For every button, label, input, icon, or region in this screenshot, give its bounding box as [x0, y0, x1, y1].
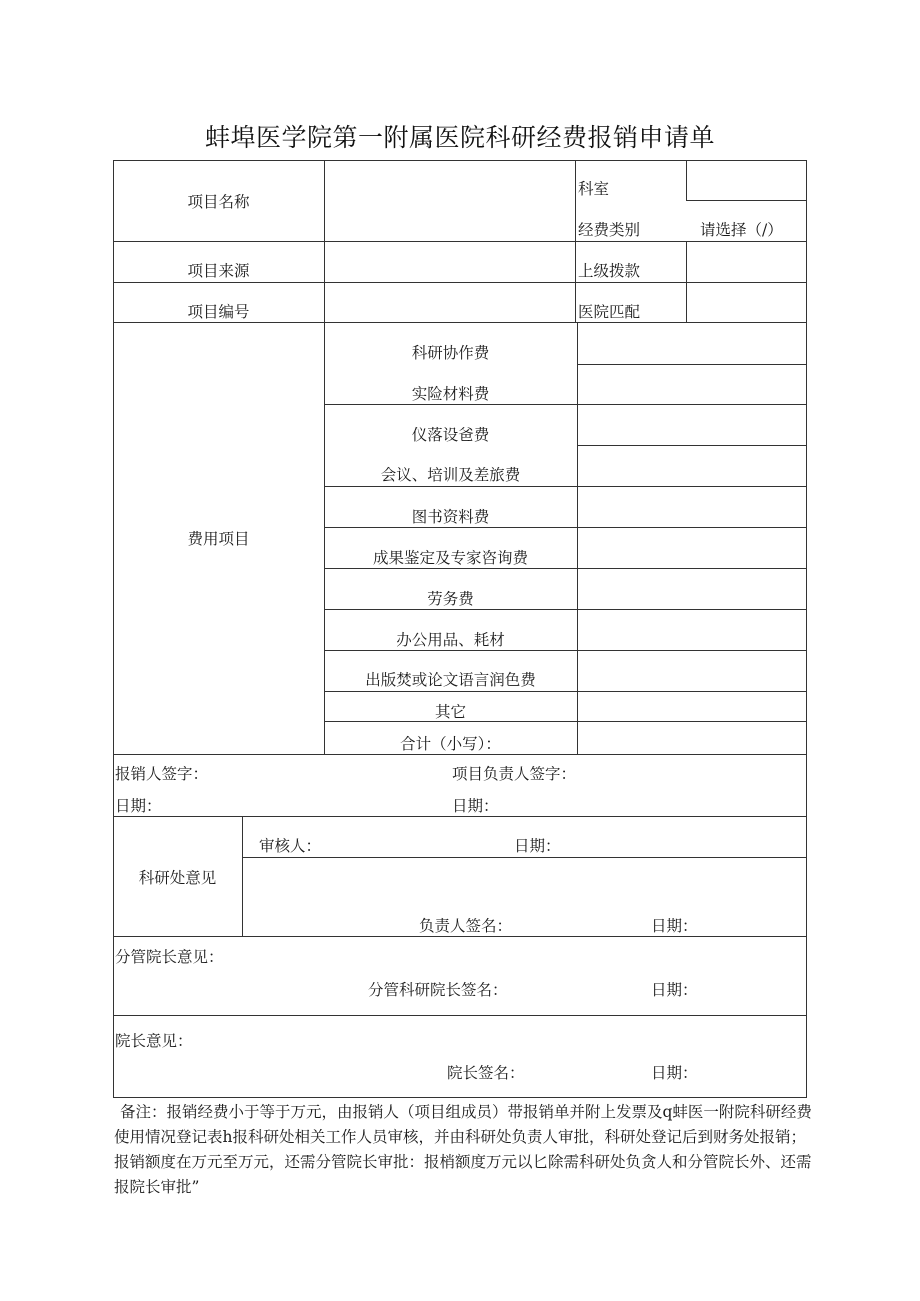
table-border-top	[113, 160, 807, 161]
grid-line	[113, 936, 807, 937]
table-border-left	[113, 160, 114, 1098]
review-date-label: 日期：	[514, 837, 561, 855]
expense-item: 仪落设爸费	[411, 426, 490, 444]
grid-line	[113, 282, 807, 283]
grid-line	[577, 364, 806, 365]
grid-line	[324, 568, 806, 569]
fund-type-label: 经费类别	[578, 221, 641, 239]
president-signature-label: 院长签名：	[447, 1064, 525, 1082]
expense-item: 办公用品、耗材	[396, 631, 505, 649]
grid-line	[577, 445, 806, 446]
grid-line	[686, 160, 687, 201]
expense-item: 科研协作费	[411, 344, 490, 362]
expense-item: 成果鉴定及专家咨询费	[372, 549, 528, 567]
remarks: 备注：报销经费小于等于万元，由报销人（项目组成员）带报销单并附上发票及q蚌医一附院科研经费使用情况登记表h报科研处相关工作人员审核，并由科研处负责人审批，科研处登记后到财务处报销；报销额度在万元至万元，还需分管院长审批：报梢额度万元以匕除需科研处负贪人和分管院长外、还需报院长审批”	[114, 1103, 812, 1196]
grid-line	[324, 527, 806, 528]
vice-president-date-label: 日期：	[651, 981, 698, 999]
grid-line	[324, 650, 806, 651]
table-border-right	[806, 160, 807, 1098]
expense-item: 出版焚或论文语言润色费	[365, 671, 536, 689]
dept-label: 科室	[578, 180, 610, 198]
grid-line	[113, 1015, 807, 1016]
project-number-label: 项目编号	[187, 303, 250, 321]
grid-line	[686, 200, 806, 201]
grid-line	[324, 160, 325, 322]
grid-line	[113, 816, 807, 817]
research-office-label: 科研处意见	[138, 869, 217, 887]
grid-line	[577, 322, 578, 754]
expense-item: 劳务费	[427, 590, 474, 608]
table-border-bottom	[113, 1097, 807, 1098]
grid-line	[686, 241, 687, 322]
project-source-label: 项目来源	[187, 262, 250, 280]
grid-line	[324, 691, 806, 692]
reviewer-label: 审核人：	[259, 837, 322, 855]
grid-line	[242, 816, 243, 936]
vice-president-label: 分管院长意见：	[115, 948, 224, 966]
responsible-signature-label: 负责人签名：	[419, 917, 513, 935]
expense-section-label: 费用项目	[187, 530, 250, 548]
grid-line	[324, 486, 806, 487]
fund-type-select[interactable]: 请选择（/）	[700, 221, 783, 239]
vice-president-signature-label: 分管科研院长签名：	[368, 981, 508, 999]
president-label: 院长意见：	[115, 1032, 193, 1050]
grid-line	[113, 241, 807, 242]
leader-date-label: 日期：	[452, 797, 499, 815]
hospital-match-label: 医院匹配	[578, 303, 641, 321]
president-date-label: 日期：	[651, 1064, 698, 1082]
grid-line	[575, 160, 576, 322]
grid-line	[324, 404, 806, 405]
responsible-date-label: 日期：	[651, 917, 698, 935]
grid-line	[324, 609, 806, 610]
claimant-date-label: 日期：	[115, 797, 162, 815]
page-title: 蚌埠医学院第一附属医院科研经费报销申请单	[204, 123, 715, 152]
project-name-label: 项目名称	[187, 193, 250, 211]
claimant-signature-label: 报销人签字：	[115, 765, 209, 783]
grid-line	[113, 322, 807, 323]
expense-item: 会议、培训及差旅费	[380, 466, 521, 484]
expense-item: 实险材料费	[411, 385, 490, 403]
expense-item: 其它	[434, 703, 466, 721]
leader-signature-label: 项目负责人签字：	[452, 765, 577, 783]
superior-funding-label: 上级拨款	[578, 262, 641, 280]
total-label: 合计（小写）：	[400, 735, 501, 753]
expense-item: 图书资料费	[411, 508, 490, 526]
grid-line	[113, 754, 807, 755]
grid-line	[242, 857, 806, 858]
